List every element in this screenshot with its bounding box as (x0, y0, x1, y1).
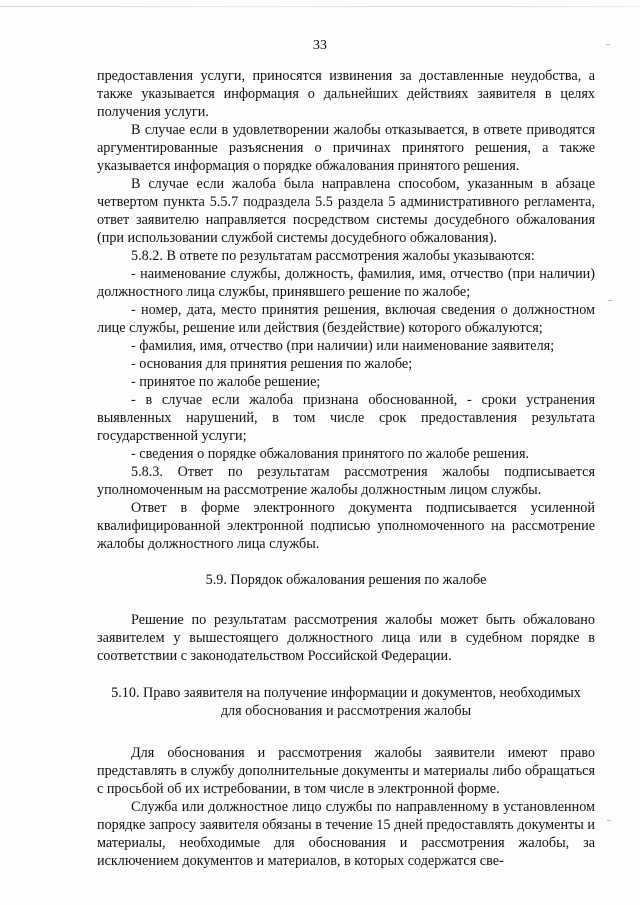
list-item: - сведения о порядке обжалования принятого по жалобе решения. (131, 446, 530, 462)
list-item: - наименование службы, должность, фамилия, имя, отчество (при наличии) должностного лица службы, принявшего решение по жалобе; (97, 266, 595, 300)
document-body (97, 67, 595, 870)
page-number: 33 (313, 38, 327, 53)
paragraph-service-obligation: Служба или должностное лицо службы по направленному в установленном порядке запросу заявителя обязаны в течение 15 дней предоставлять документы и материалы, необходимые для обоснования и рассмотрения жалобы, за исключением документов и материалов, в которых содержатся све- (97, 799, 595, 869)
paragraph-electronic-signature: Ответ в форме электронного документа подписывается усиленной квалифицированной электронной подписью уполномоченного на рассмотрение жалобы должностного лица службы. (97, 500, 595, 552)
clause-5-8-3: 5.8.3. Ответ по результатам рассмотрения жалобы подписывается уполномоченным на рассмотрение жалобы должностным лицом службы. (97, 464, 595, 498)
paragraph-continuation: предоставления услуги, приносятся извинения за доставленные неудобства, а также указывается информация о дальнейших действиях заявителя в целях получения услуги. (97, 68, 595, 120)
scan-speck (607, 820, 611, 821)
list-item: - в случае если жалоба признана обоснованной, - сроки устранения выявленных нарушений, в том числе срок предоставления результата государственной услуги; (97, 392, 595, 444)
list-item: - основания для принятия решения по жалобе; (131, 356, 413, 372)
scan-speck (608, 300, 612, 301)
list-item: - фамилия, имя, отчество (при наличии) или наименование заявителя; (131, 338, 555, 354)
section-heading-5-10-line1: 5.10. Право заявителя на получение информации и документов, необходимых (111, 685, 581, 701)
list-item: - номер, дата, место принятия решения, включая сведения о должностном лице службы, решение или действия (бездействие) которого обжалуются; (97, 302, 595, 336)
scan-edge-line (0, 6, 640, 7)
paragraph-pretrial-system: В случае если жалоба была направлена способом, указанным в абзаце четвертом пункта 5.5.7 подраздела 5.5 раздела 5 административного регламента, ответ заявителю направляется посредством системы досудебного обжалования (при использовании службой системы досудебного обжалования). (97, 176, 595, 246)
list-item: - принятое по жалобе решение; (131, 374, 321, 390)
paragraph-complaint-rejected: В случае если в удовлетворении жалобы отказывается, в ответе приводятся аргументированные разъяснения о причинах принятого решения, а также указывается информация о порядке обжалования принятого решения. (97, 122, 595, 174)
scan-speck (606, 44, 610, 45)
paragraph-additional-documents: Для обоснования и рассмотрения жалобы заявители имеют право представлять в службу дополнительные документы и материалы либо обращаться с просьбой об их истребовании, в том числе в электронной форме. (97, 745, 595, 797)
clause-5-8-2: 5.8.2. В ответе по результатам рассмотрения жалобы указываются: (131, 248, 535, 264)
section-heading-5-10-line2: для обоснования и рассмотрения жалобы (220, 703, 472, 719)
paragraph-appeal-decision: Решение по результатам рассмотрения жалобы может быть обжаловано заявителем у вышестоящего должностного лица или в судебном порядке в соответствии с законодательством Российской Федерации. (97, 612, 595, 664)
section-heading-5-9: 5.9. Порядок обжалования решения по жалобе (205, 572, 487, 588)
